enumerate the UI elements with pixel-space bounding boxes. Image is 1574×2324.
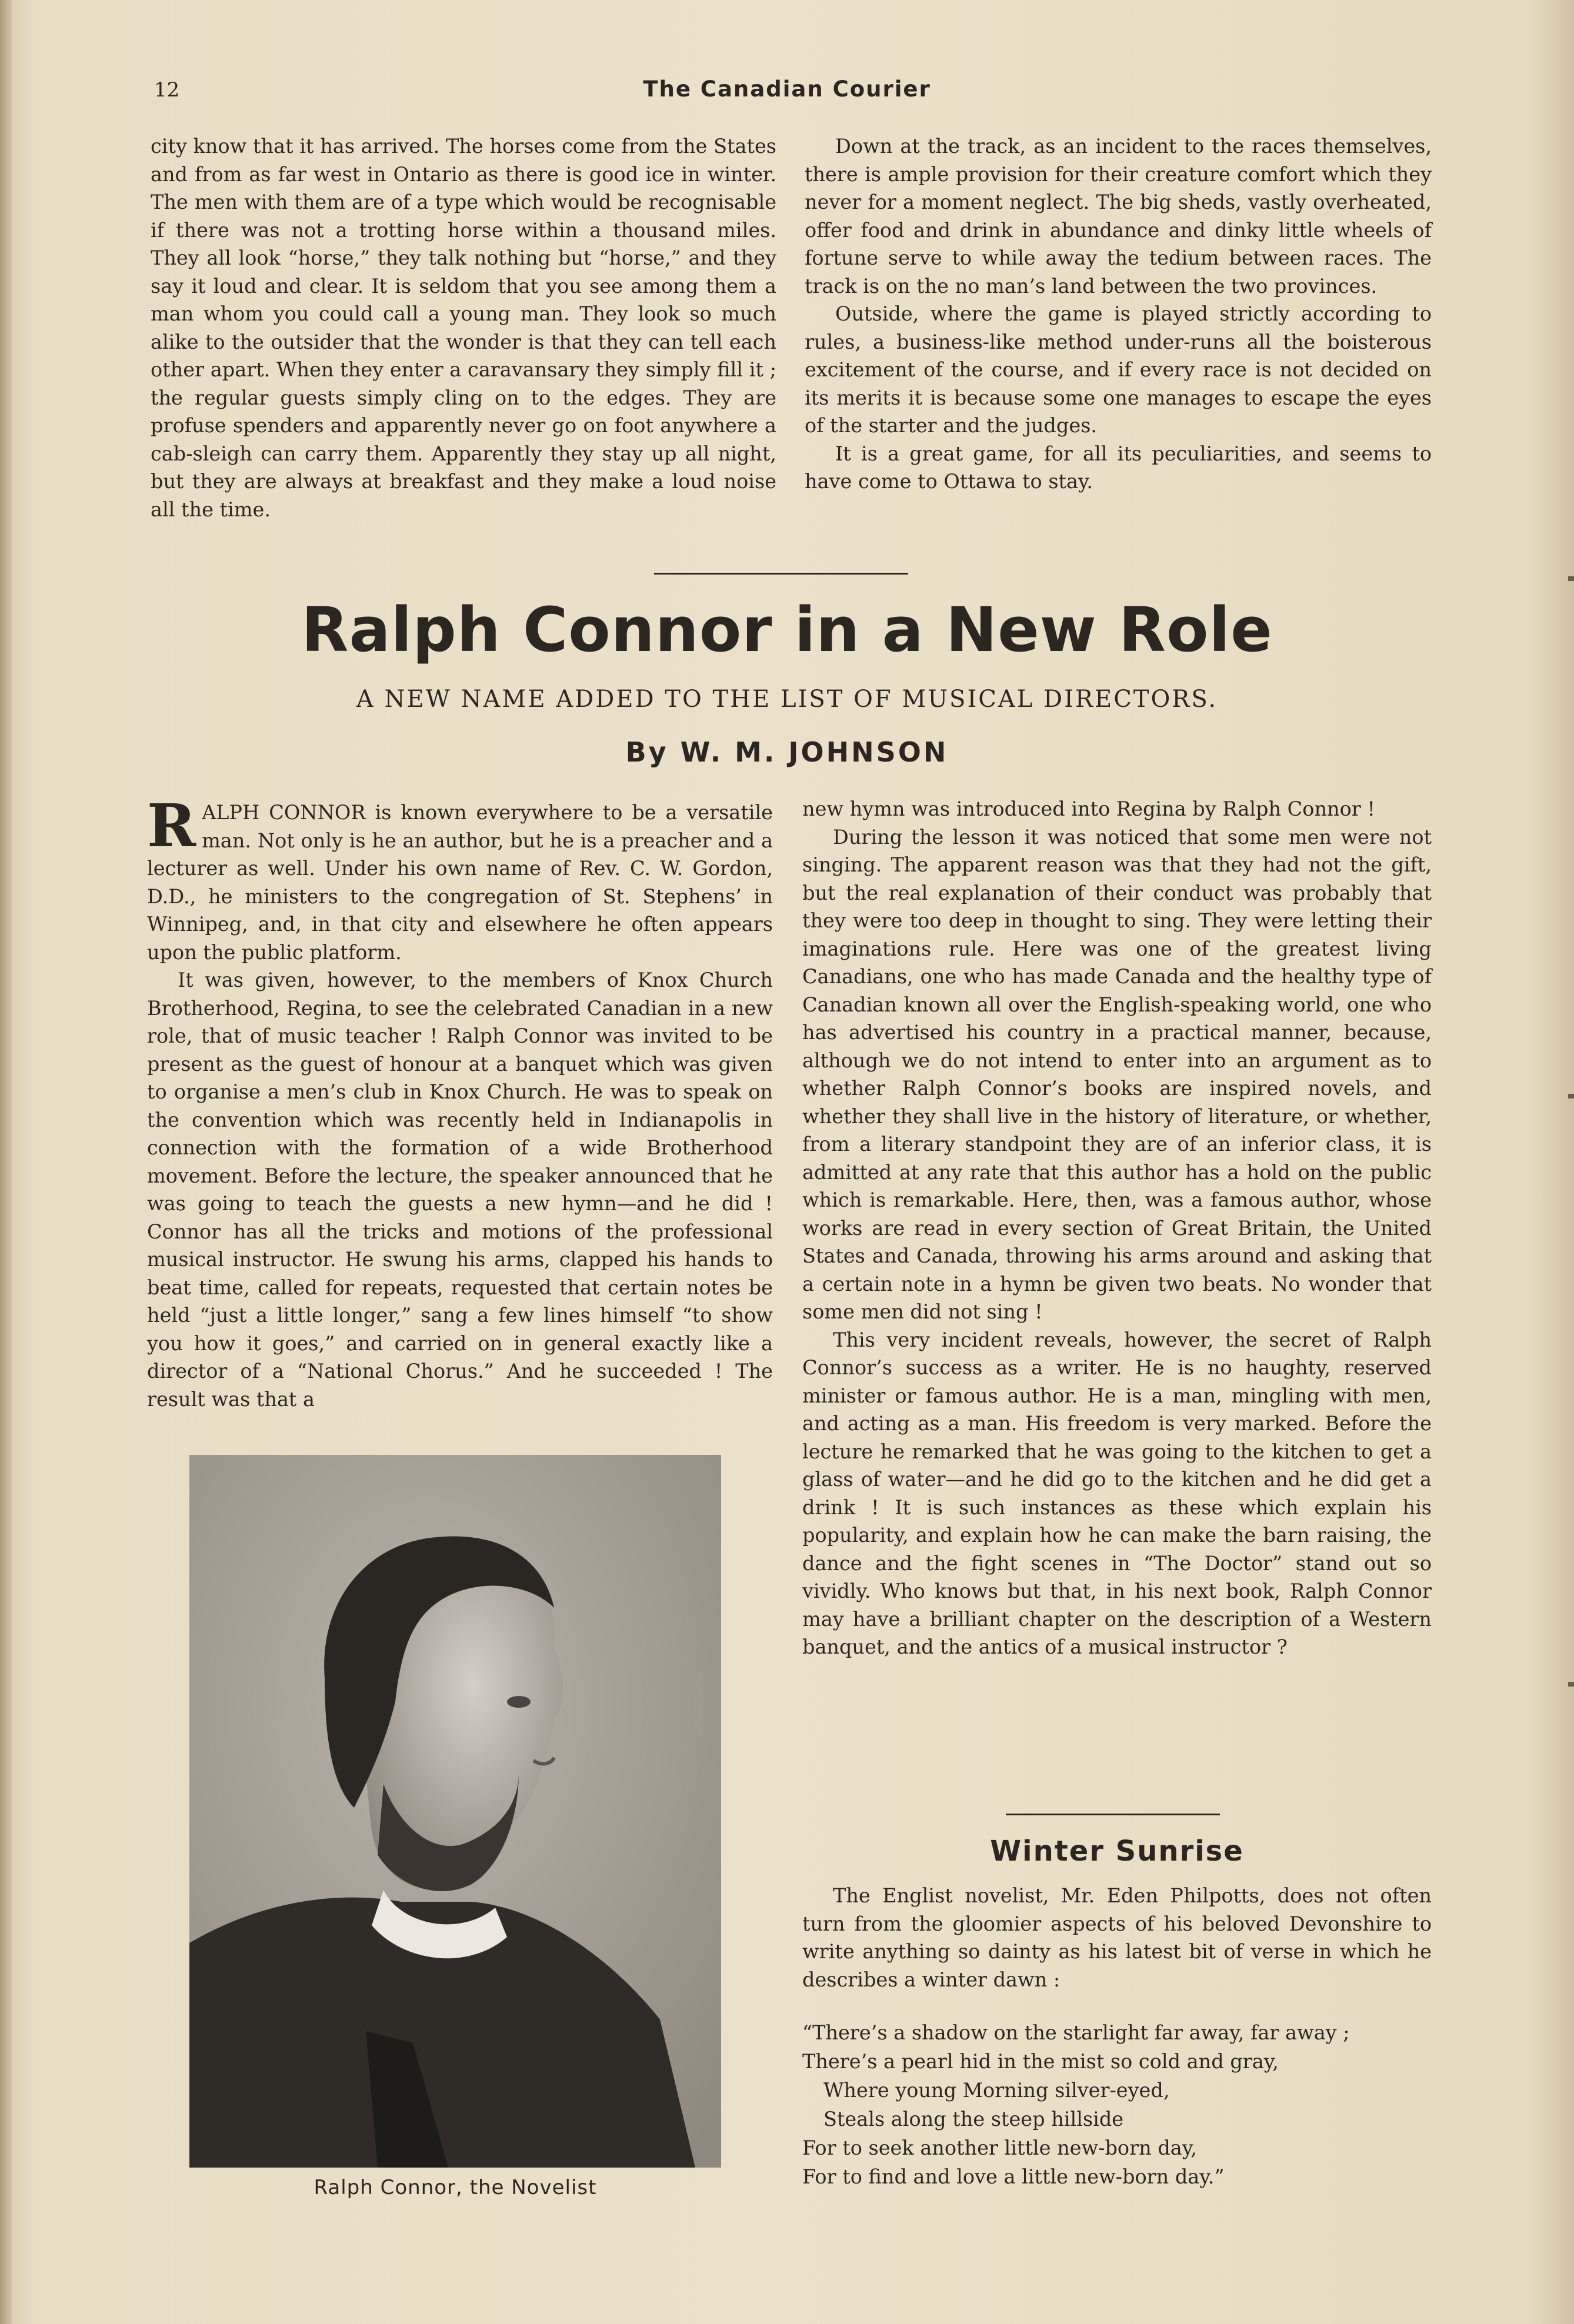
poem-line: Steals along the steep hillside bbox=[823, 2108, 1124, 2131]
sidebar-divider bbox=[1006, 1814, 1220, 1815]
paragraph: Outside, where the game is played strictly according to rules, a business-like method under-runs all the boisterous excitement of the course, and if every race is not decided on its merits it is because some one manages to escape the eyes of the starter and the judges. bbox=[805, 302, 1432, 437]
lead-text: ALPH CONNOR is known everywhere to be a versatile man. Not only is he an author, but he is a preacher and a lecturer as well. Under his own name of Rev. C. W. Gordon, D.D., he ministers to the congregation of St. Stephens’ in Winnipeg, and, in that city and elsewhere he often appears upon the public platform. bbox=[147, 801, 773, 964]
article-column-left bbox=[147, 791, 773, 1413]
page-edge-mark bbox=[1568, 1682, 1574, 1687]
poem bbox=[802, 2018, 1449, 2191]
drop-cap: R bbox=[147, 791, 196, 860]
poem-line: There’s a pearl hid in the mist so cold and gray, bbox=[802, 2050, 1279, 2073]
paragraph: This very incident reveals, however, the secret of Ralph Connor’s success as a writer. He is no haughty, reserved minister or famous author. He is a man, mingling with men, and acting as a man. His freedom is very marked. Before the lecture he remarked that he was going to the kitchen to get a glass of water—and he did go to the kitchen and he did get a drink ! It is such instances as these which explain his popularity, and explain how he can make the barn raising, the dance and the fight scenes in “The Doctor” stand out so vividly. Who knows but that, in his next book, Ralph Connor may have a brilliant chapter on the description of a Western banquet, and the antics of a musical instructor ? bbox=[802, 1328, 1432, 1658]
paragraph: Down at the track, as an incident to the races themselves, there is ample provision for their creature comfort which they never for a moment neglect. The big sheds, vastly overheated, offer food and drink in abundance and dinky little wheels of fortune serve to while away the tedium between races. The track is on the no man’s land between the two provinces. bbox=[805, 135, 1432, 298]
article-column-right bbox=[802, 795, 1432, 1661]
section-divider bbox=[654, 573, 908, 575]
poem-line: Where young Morning silver-eyed, bbox=[823, 2079, 1170, 2102]
poem-line: For to seek another little new-born day, bbox=[802, 2136, 1197, 2159]
sidebar-intro bbox=[802, 1882, 1432, 1994]
page-edge-mark bbox=[1568, 1094, 1574, 1098]
poem-line: “There’s a shadow on the starlight far away, far away ; bbox=[802, 2021, 1350, 2044]
paragraph: During the lesson it was noticed that some men were not singing. The apparent reason was that they had not the gift, but the real explanation of their conduct was probably that they were too deep in thought to sing. They were letting their imaginations rule. Here was one of the greatest living Canadians, one who has made Canada and the healthy type of Canadian known all over the English-speaking world, one who has advertised his country in a practical manner, because, although we do not intend to enter into an argument as to whether Ralph Connor’s books are inspired novels, and whether they shall live in the history of literature, or whether, from a literary standpoint they are of an inferior class, it is admitted at any rate that this author has a hold on the public which is remarkable. Here, then, was a famous author, whose works are read in every section of Great Britain, the United States and Canada, throwing his arms around and asking that a certain note in a hymn be given two beats. No wonder that some men did not sing ! bbox=[802, 825, 1432, 1323]
paragraph: new hymn was introduced into Regina by Ralph Connor ! bbox=[802, 797, 1375, 820]
paragraph: city know that it has arrived. The horses come from the States and from as far west in Ontario as there is good ice in winter. The men with them are of a type which would be recognisable if there was not a trotting horse within a thousand miles. They all look “horse,” they talk nothing but “horse,” and they say it loud and clear. It is seldom that you see among them a man whom you could call a young man. They look so much alike to the outsider that the wonder is that they can tell each other apart. When they enter a caravansary they simply fill it ; the regular guests simply cling on to the edges. They are profuse spenders and apparently never go on foot anywhere a cab-sleigh can carry them. Apparently they stay up all night, but they are always at breakfast and they make a loud noise all the time. bbox=[151, 135, 776, 521]
paragraph: The Englist novelist, Mr. Eden Philpotts, does not often turn from the gloomier aspects of his beloved Devonshire to write anything so dainty as his latest bit of verse in which he describes a winter dawn : bbox=[802, 1884, 1432, 1991]
sidebar-title: Winter Sunrise bbox=[990, 1835, 1244, 1868]
binding-edge bbox=[0, 0, 12, 2324]
continued-column-left bbox=[151, 132, 776, 523]
page-number: 12 bbox=[154, 78, 180, 102]
continued-column-right bbox=[805, 132, 1432, 496]
portrait-photo bbox=[189, 1455, 721, 2168]
running-head: The Canadian Courier bbox=[643, 76, 931, 102]
poem-line: For to find and love a little new-born day.” bbox=[802, 2165, 1225, 2188]
lead-paragraph bbox=[147, 791, 773, 966]
article-deck: A NEW NAME ADDED TO THE LIST OF MUSICAL DIRECTORS. bbox=[356, 686, 1218, 713]
page-edge-mark bbox=[1568, 576, 1574, 581]
photo-caption: Ralph Connor, the Novelist bbox=[314, 2176, 597, 2199]
paragraph: It was given, however, to the members of Knox Church Brotherhood, Regina, to see the celebrated Canadian in a new role, that of music teacher ! Ralph Connor was invited to be present as the guest of honour at a banquet which was given to organise a men’s club in Knox Church. He was to speak on the convention which was recently held in Indianapolis in connection with the formation of a wide Brotherhood movement. Before the lecture, the speaker announced that he was going to teach the guests a new hymn—and he did ! Connor has all the tricks and motions of the professional musical instructor. He swung his arms, clapped his hands to beat time, called for repeats, requested that certain notes be held “just a little longer,” sang a few lines himself “to show you how it goes,” and carried on in general exactly like a director of a “National Chorus.” And he succeeded ! The result was that a bbox=[147, 969, 773, 1411]
article-headline: Ralph Connor in a New Role bbox=[301, 594, 1273, 666]
article-byline: By W. M. JOHNSON bbox=[625, 736, 949, 768]
paragraph: It is a great game, for all its peculiarities, and seems to have come to Ottawa to stay. bbox=[805, 442, 1432, 493]
